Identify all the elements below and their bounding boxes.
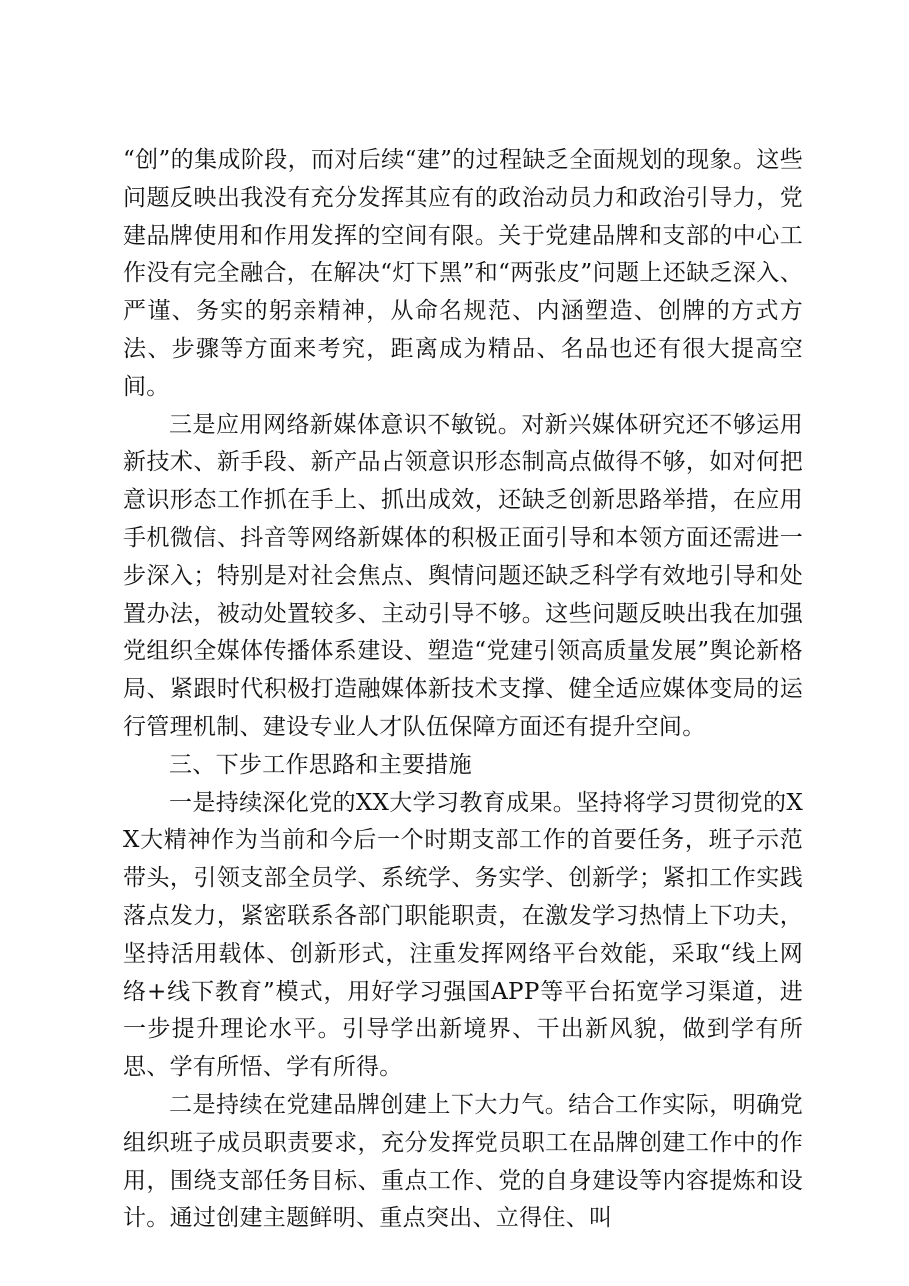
document-body (123, 142, 803, 1238)
section-heading-next-steps: 三、下步工作思路和主要措施 (169, 751, 472, 778)
paragraph-continuation: “创”的集成阶段，而对后续“建”的过程缺乏全面规划的现象。这些问题反映出我没有充分发挥其应有的政治动员力和政治引导力，党建品牌使用和作用发挥的空间有限。关于党建品牌和支部的中心工作没有完全融合，在解决“灯下黑”和“两张皮”问题上还缺乏深入、严谨、务实的躬亲精神，从命名规范、内涵塑造、创牌的方式方法、步骤等方面来考究，距离成为精品、名品也还有很大提高空间。 (123, 147, 803, 400)
paragraph-new-media-awareness: 三是应用网络新媒体意识不敏锐。对新兴媒体研究还不够运用新技术、新手段、新产品占领意识形态制高点做得不够，如对何把意识形态工作抓在手上、抓出成效，还缺乏创新思路举措，在应用手机微信、抖音等网络新媒体的积极正面引导和本领方面还需进一步深入；特别是对社会焦点、舆情问题还缺乏科学有效地引导和处置办法，被动处置较多、主动引导不够。这些问题反映出我在加强党组织全媒体传播体系建设、塑造“党建引领高质量发展”舆论新格局、紧跟时代积极打造融媒体新技术支撑、健全适应媒体变局的运行管理机制、建设专业人才队伍保障方面还有提升空间。 (123, 411, 803, 740)
paragraph-study-education: 一是持续深化党的XX大学习教育成果。坚持将学习贯彻党的XX大精神作为当前和今后一个时期支部工作的首要任务，班子示范带头，引领支部全员学、系统学、务实学、创新学；紧扣工作实践落点发力，紧密联系各部门职能职责，在激发学习热情上下功夫，坚持活用载体、创新形式，注重发挥网络平台效能，采取“线上网络+线下教育”模式，用好学习强国APP等平台拓宽学习渠道，进一步提升理论水平。引导学出新境界、干出新风貌，做到学有所思、学有所悟、学有所得。 (123, 789, 803, 1081)
paragraph-brand-building: 二是持续在党建品牌创建上下大力气。结合工作实际，明确党组织班子成员职责要求，充分发挥党员职工在品牌创建工作中的作用，围绕支部任务目标、重点工作、党的自身建设等内容提炼和设计。通过创建主题鲜明、重点突出、立得住、叫 (123, 1091, 803, 1232)
